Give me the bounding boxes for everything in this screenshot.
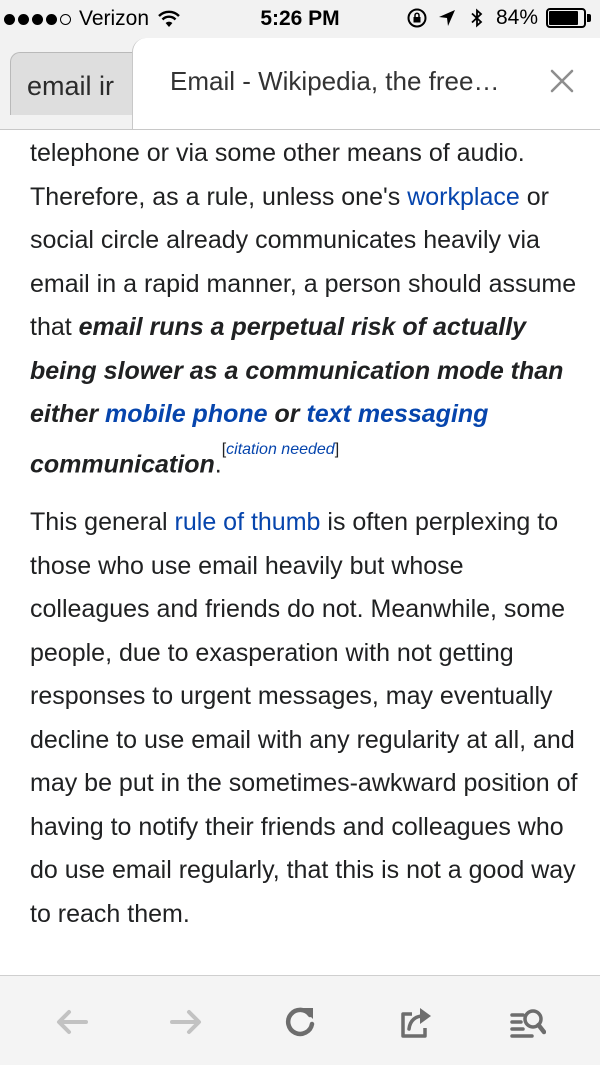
status-right [406, 6, 592, 30]
tab-label: Email - Wikipedia, the free… [170, 66, 500, 96]
bold-italic-text: communication [30, 449, 215, 478]
article-paragraph [30, 132, 590, 486]
tab-label: email ir [27, 71, 115, 101]
forward-arrow-icon [168, 1004, 204, 1040]
paragraph-text: This general [30, 508, 175, 537]
paragraph-text: telephone or via some other means of audio. Therefore, as a rule, unless one's [30, 139, 525, 211]
citation-bracket: ] [334, 440, 340, 458]
share-icon [398, 1004, 434, 1040]
tab-email-wikipedia[interactable] [132, 38, 600, 129]
tab-bar [0, 40, 600, 130]
status-bar [0, 0, 600, 40]
article-paragraph [30, 501, 590, 936]
bold-italic-text: or [267, 400, 307, 428]
article-content [30, 130, 590, 936]
link-text-messaging[interactable]: text messaging [306, 400, 489, 428]
link-workplace[interactable]: workplace [407, 182, 520, 211]
citation-needed [222, 441, 339, 458]
back-arrow-icon [54, 1004, 90, 1040]
bluetooth-icon [466, 7, 488, 29]
reload-button[interactable] [280, 1002, 320, 1042]
link-citation-needed[interactable]: citation needed [226, 440, 335, 458]
back-button[interactable] [52, 1002, 92, 1042]
battery-percent: 84% [495, 6, 538, 29]
reload-icon [282, 1004, 318, 1040]
battery-icon [546, 8, 592, 28]
forward-button[interactable] [166, 1002, 206, 1042]
paragraph-text: is often perplexing to those who use email heavily but whose colleagues and friends do not. Meanwhile, some people, due to exasperation with not getting responses to urgent messages, may eventually decline to use email with any regularity at all, and may be put in the sometimes-awkward position of having to notify their friends and colleagues who do use email regularly, that this is not a good way to reach them. [30, 508, 578, 928]
status-time: 5:26 PM [260, 7, 340, 30]
paragraph-text: or social circle already communicates heavily via email in a rapid manner, a person should assume that [30, 182, 577, 341]
link-rule-of-thumb[interactable]: rule of thumb [174, 508, 321, 537]
paragraph-text: . [214, 449, 222, 478]
location-arrow-icon [436, 7, 458, 29]
close-icon[interactable] [549, 68, 575, 94]
carrier-name: Verizon [79, 7, 150, 30]
link-mobile-phone[interactable]: mobile phone [105, 400, 268, 428]
find-in-page-button[interactable] [508, 1002, 548, 1042]
find-in-page-icon [510, 1004, 546, 1040]
browser-toolbar [0, 975, 600, 1065]
share-button[interactable] [396, 1002, 436, 1042]
bold-italic-text: email runs a perpetual risk of actually being slower as a communication mode than either [30, 313, 564, 428]
rotation-lock-icon [406, 7, 428, 29]
citation-bracket: [ [221, 440, 227, 458]
